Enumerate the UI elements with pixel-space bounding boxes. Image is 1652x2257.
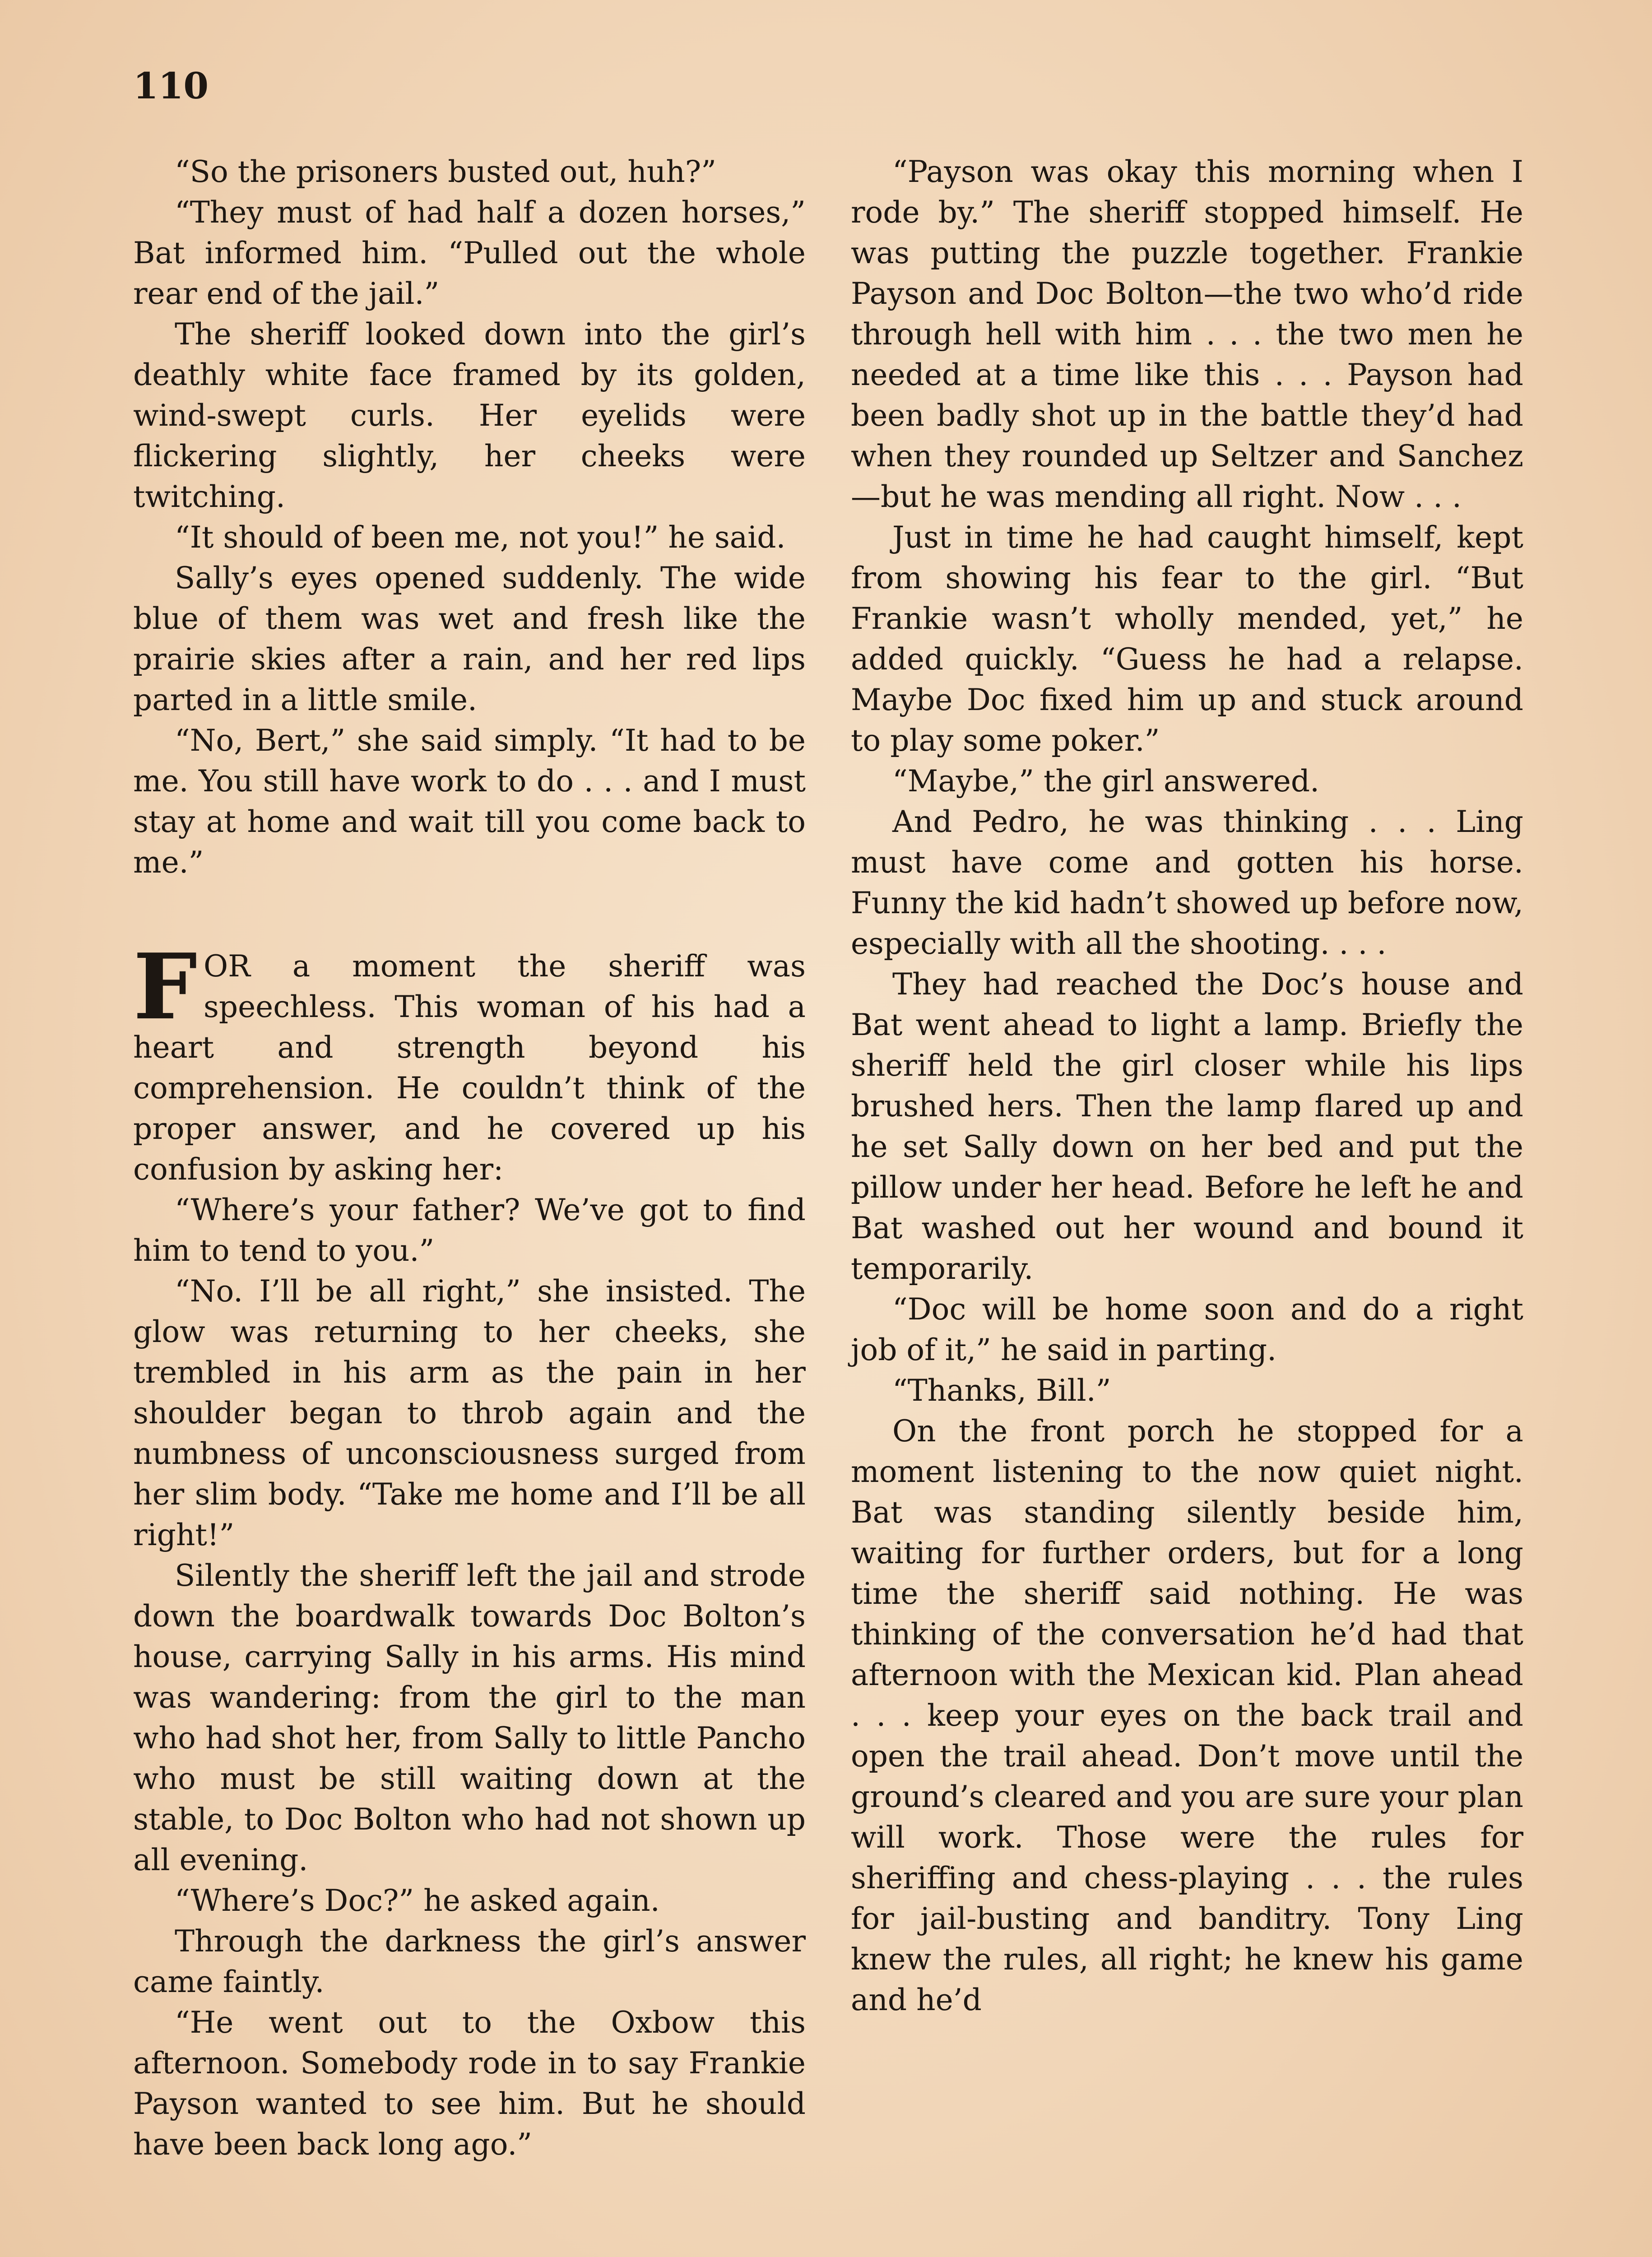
paragraph: “Thanks, Bill.” <box>892 1373 1111 1408</box>
paragraph: “Where’s Doc?” he asked again. <box>175 1883 660 1918</box>
page-number: 110 <box>133 65 209 107</box>
paragraph: “No, Bert,” she said simply. “It had to be me. You still have work to do . . . and I must stay at home and wait till you come back to me.” <box>133 723 806 880</box>
section-break <box>133 883 806 946</box>
section-opening-text: OR a moment the sheriff was speechless. This woman of his had a heart and strength beyond his comprehension. He couldn’t think of the proper answer, and he covered up his confusion by asking her: <box>133 949 806 1187</box>
paragraph: And Pedro, he was thinking . . . Ling must have come and gotten his horse. Funny the kid hadn’t showed up before now, especially with all the shooting. . . . <box>851 804 1523 961</box>
paragraph: They had reached the Doc’s house and Bat went ahead to light a lamp. Briefly the sheriff held the girl closer while his lips brushed hers. Then the lamp flared up and he set Sally down on her bed and put the pillow under her head. Before he left he and Bat washed out her wound and bound it temporarily. <box>851 967 1523 1286</box>
paragraph: Sally’s eyes opened suddenly. The wide blue of them was wet and fresh like the prairie skies after a rain, and her red lips parted in a little smile. <box>133 561 806 717</box>
paragraph: “No. I’ll be all right,” she insisted. The glow was returning to her cheeks, she trembled in his arm as the pain in her shoulder began to throb again and the numbness of unconsciousness surged from her slim body. “Take me home and I’ll be all right!” <box>133 1274 806 1552</box>
paragraph: “Payson was okay this morning when I rode by.” The sheriff stopped himself. He was putting the puzzle together. Frankie Payson and Doc Bolton—the two who’d ride through hell with him . . . the two men he needed at a time like this . . . Payson had been badly shot up in the battle they’d had when they rounded up Seltzer and Sanchez—but he was mending all right. Now . . . <box>851 154 1523 514</box>
paragraph: Just in time he had caught himself, kept from showing his fear to the girl. “But Frankie wasn’t wholly mended, yet,” he added quickly. “Guess he had a relapse. Maybe Doc fixed him up and stuck around to play some poker.” <box>851 520 1523 758</box>
section-opening-paragraph <box>133 934 806 1190</box>
paragraph: “It should of been me, not you!” he said. <box>175 520 786 555</box>
paragraph: “So the prisoners busted out, huh?” <box>175 154 717 189</box>
right-column <box>851 152 1523 2020</box>
paragraph: On the front porch he stopped for a moment listening to the now quiet night. Bat was standing silently beside him, waiting for further orders, but for a long time the sheriff said nothing. He was thinking of the conversation he’d had that afternoon with the Mexican kid. Plan ahead . . . keep your eyes on the back trail and open the trail ahead. Don’t move until the ground’s cleared and you are sure your plan will work. Those were the rules for sheriffing and chess-playing . . . the rules for jail-busting and banditry. Tony Ling knew the rules, all right; he knew his game and he’d <box>851 1414 1523 2017</box>
drop-cap: F <box>133 934 197 1040</box>
paragraph: Silently the sheriff left the jail and strode down the boardwalk towards Doc Bolton’s house, carrying Sally in his arms. His mind was wandering: from the girl to the man who had shot her, from Sally to little Pancho who must be still waiting down at the stable, to Doc Bolton who had not shown up all evening. <box>133 1558 806 1877</box>
paragraph: “Where’s your father? We’ve got to find him to tend to you.” <box>133 1193 806 1268</box>
paragraph: “They must of had half a dozen horses,” Bat informed him. “Pulled out the whole rear end of the jail.” <box>133 195 806 311</box>
paragraph: The sheriff looked down into the girl’s deathly white face framed by its golden, wind-swept curls. Her eyelids were flickering slightly, her cheeks were twitching. <box>133 317 806 514</box>
paragraph: “Maybe,” the girl answered. <box>892 764 1320 799</box>
paragraph: “He went out to the Oxbow this afternoon. Somebody rode in to say Frankie Payson wanted to see him. But he should have been back long ago.” <box>133 2005 806 2162</box>
left-column <box>133 152 806 2165</box>
paragraph: Through the darkness the girl’s answer came faintly. <box>133 1924 806 1999</box>
paragraph: “Doc will be home soon and do a right job of it,” he said in parting. <box>851 1292 1523 1367</box>
